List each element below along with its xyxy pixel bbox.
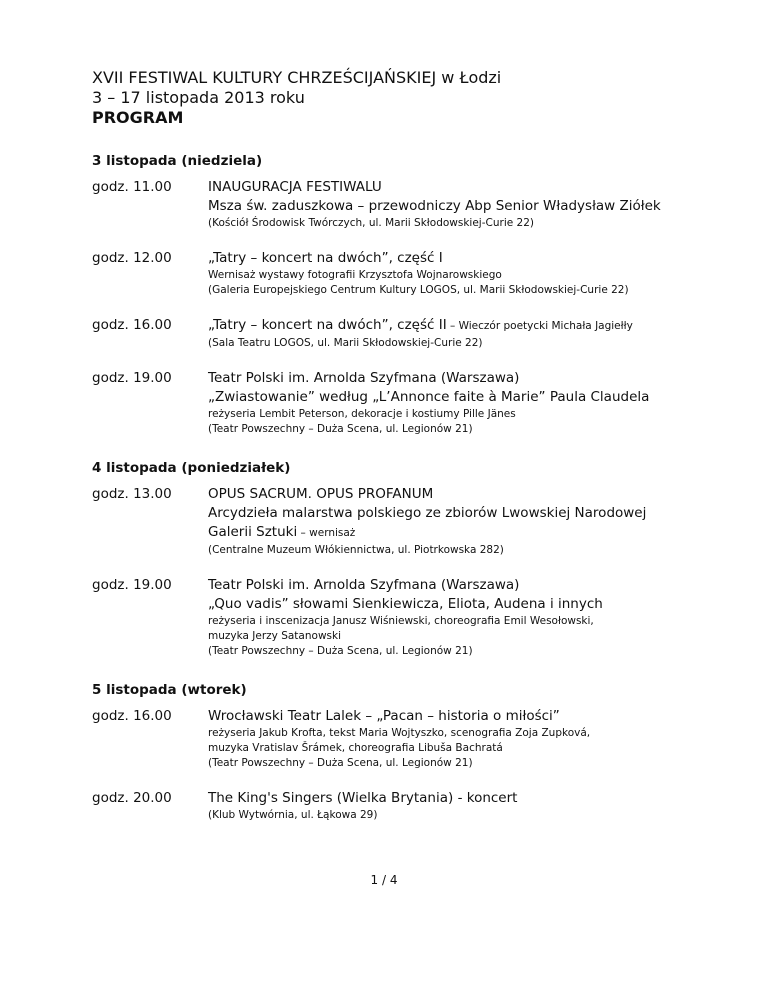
event-detail: (Teatr Powszechny – Duża Scena, ul. Legionów 21) [208,423,473,435]
event-title-line [208,485,702,504]
event-title-line [208,388,702,407]
program-event [92,576,702,659]
event-title-text: Teatr Polski im. Arnolda Szyfmana (Warszawa) [208,577,520,593]
event-title-line [208,178,702,197]
event-title-line [208,369,702,388]
festival-title: XVII FESTIWAL KULTURY CHRZEŚCIJAŃSKIEJ w Łodzi [92,68,502,87]
event-time: godz. 13.00 [92,486,172,502]
event-time: godz. 16.00 [92,708,172,724]
program-event [92,707,702,771]
page-number: 1 / 4 [370,873,398,887]
event-detail: (Galeria Europejskiego Centrum Kultury LOGOS, ul. Marii Skłodowskiej-Curie 22) [208,284,629,296]
event-detail: (Teatr Powszechny – Duża Scena, ul. Legionów 21) [208,645,473,657]
event-title-line [208,316,702,336]
document-header [92,68,702,128]
event-title-text: „Tatry – koncert na dwóch”, część II [208,317,447,333]
program-day [92,681,702,823]
event-description [208,369,702,437]
event-title-line [208,504,702,523]
event-title-text: OPUS SACRUM. OPUS PROFANUM [208,486,434,502]
program-event [92,178,702,231]
event-title-line [208,523,702,543]
event-time: godz. 11.00 [92,179,172,195]
event-title-line [208,789,702,808]
event-time: godz. 19.00 [92,577,172,593]
event-detail: reżyseria Lembit Peterson, dekoracje i kostiumy Pille Jänes [208,408,516,420]
event-title-line [208,249,702,268]
day-heading: 3 listopada (niedziela) [92,153,263,169]
program-event [92,316,702,351]
event-time: godz. 19.00 [92,370,172,386]
event-description [208,707,702,771]
event-title-line [208,576,702,595]
event-title-text: Teatr Polski im. Arnolda Szyfmana (Warszawa) [208,370,520,386]
event-detail: (Sala Teatru LOGOS, ul. Marii Skłodowskiej-Curie 22) [208,337,483,349]
event-title-line [208,595,702,614]
event-detail: (Centralne Muzeum Włókiennictwa, ul. Piotrkowska 282) [208,544,504,556]
program-event [92,369,702,437]
event-detail: (Klub Wytwórnia, ul. Łąkowa 29) [208,809,378,821]
event-title-text: Wrocławski Teatr Lalek – „Pacan – historia o miłości” [208,708,560,724]
event-description [208,316,702,351]
program-event [92,789,702,823]
event-detail: reżyseria i inscenizacja Janusz Wiśniewski, choreografia Emil Wesołowski, [208,615,594,627]
program-event [92,249,702,298]
event-description [208,576,702,659]
event-time: godz. 16.00 [92,317,172,333]
day-heading: 4 listopada (poniedziałek) [92,460,291,476]
day-heading: 5 listopada (wtorek) [92,682,247,698]
event-title-suffix: – Wieczór poetycki Michała Jagiełły [446,320,633,332]
event-title-text: The King's Singers (Wielka Brytania) - koncert [208,790,518,806]
program-days [92,152,702,823]
event-title-text: „Quo vadis” słowami Sienkiewicza, Eliota, Audena i innych [208,596,603,612]
event-detail: muzyka Jerzy Satanowski [208,630,341,642]
event-title-text: Galerii Sztuki [208,524,298,540]
event-title-suffix: – wernisaż [297,527,356,539]
event-title-line [208,197,702,216]
event-title-text: INAUGURACJA FESTIWALU [208,179,382,195]
festival-dates: 3 – 17 listopada 2013 roku [92,88,305,107]
event-time: godz. 20.00 [92,790,172,806]
event-time: godz. 12.00 [92,250,172,266]
program-day [92,459,702,659]
event-description [208,249,702,298]
event-title-text: Arcydzieła malarstwa polskiego ze zbiorów Lwowskiej Narodowej [208,505,647,521]
event-description [208,178,702,231]
document-page [92,68,702,823]
event-title-line [208,707,702,726]
event-detail: muzyka Vratislav Šrámek, choreografia Libuša Bachratá [208,742,503,754]
event-detail: reżyseria Jakub Krofta, tekst Maria Wojtyszko, scenografia Zoja Zupková, [208,727,591,739]
program-day [92,152,702,437]
event-detail: (Teatr Powszechny – Duża Scena, ul. Legionów 21) [208,757,473,769]
event-description [208,789,702,823]
program-heading: PROGRAM [92,108,184,127]
event-title-text: „Tatry – koncert na dwóch”, część I [208,250,443,266]
event-title-text: Msza św. zaduszkowa – przewodniczy Abp Senior Władysław Ziółek [208,198,661,214]
event-detail: (Kościół Środowisk Twórczych, ul. Marii Skłodowskiej-Curie 22) [208,217,534,229]
event-title-text: „Zwiastowanie” według „L’Annonce faite à Marie” Paula Claudela [208,389,650,405]
program-event [92,485,702,558]
event-detail: Wernisaż wystawy fotografii Krzysztofa Wojnarowskiego [208,269,502,281]
event-description [208,485,702,558]
